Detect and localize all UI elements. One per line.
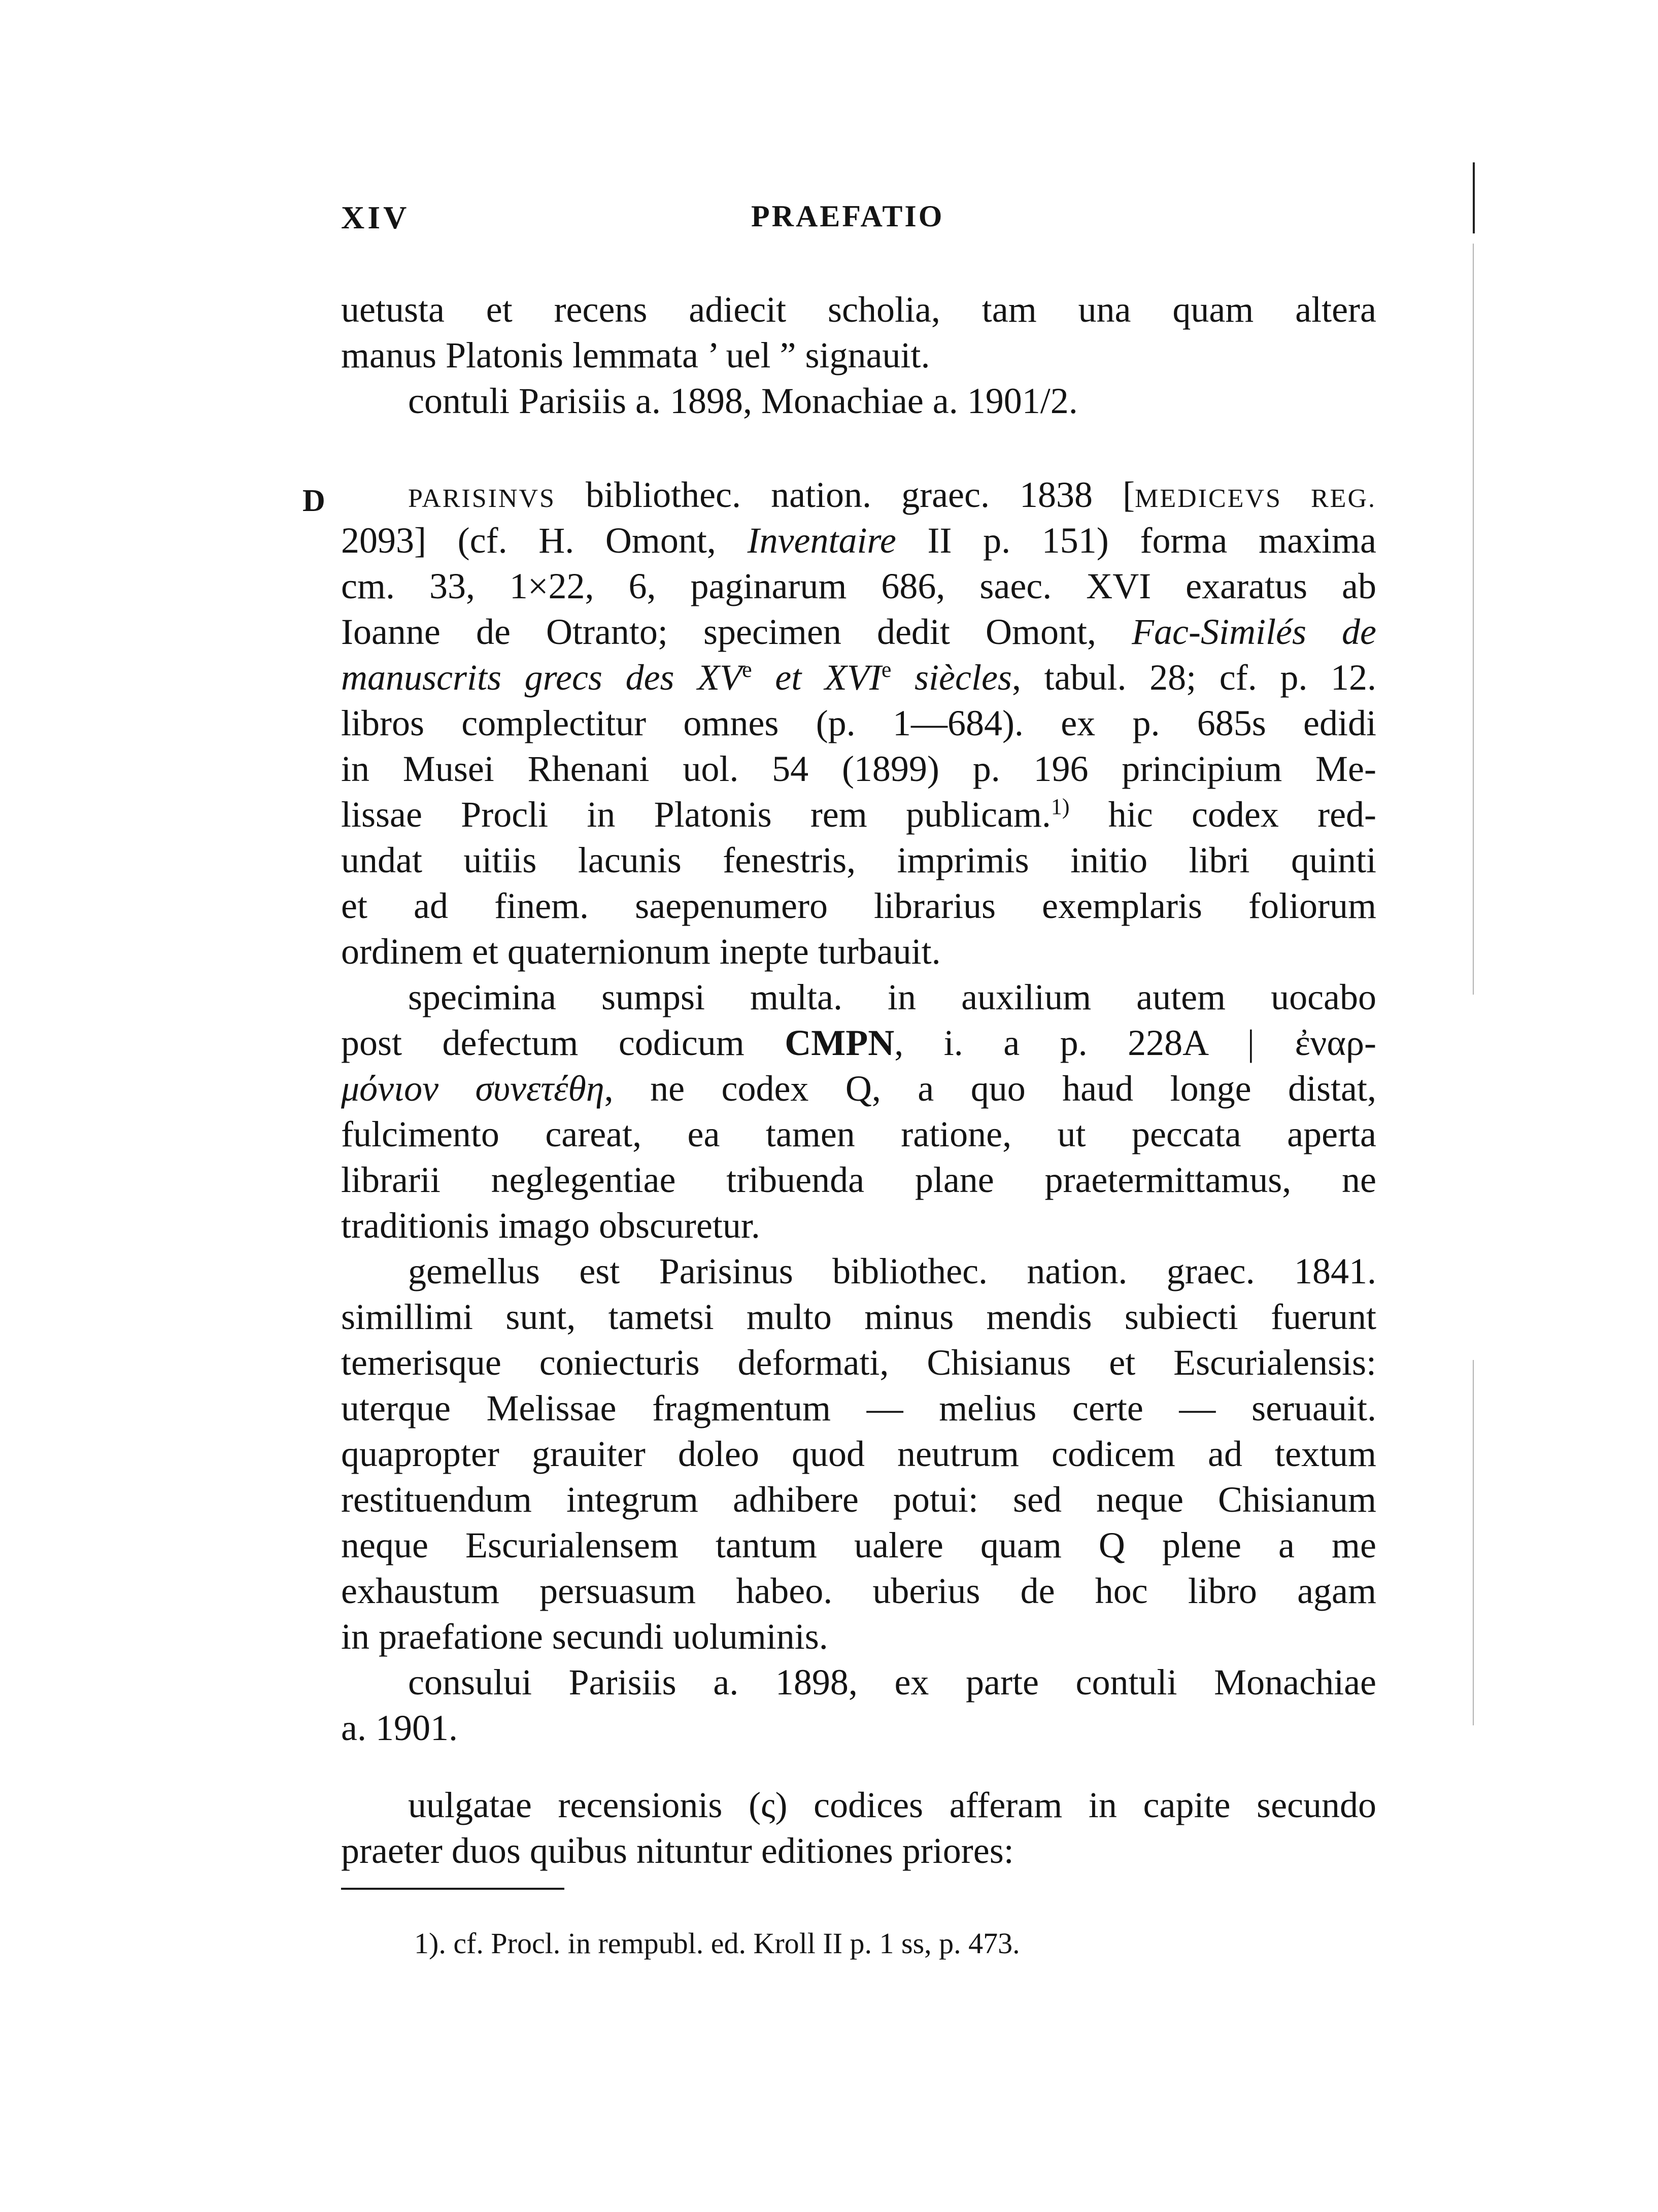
- text-line: [341, 792, 1376, 837]
- text-line: [341, 609, 1376, 655]
- text-line: uetusta et recens adiecit scholia, tam una quam altera: [341, 289, 1376, 330]
- text-line: [341, 518, 1376, 563]
- text-line: librarii neglegentiae tribuenda plane praetermittamus, ne: [341, 1160, 1376, 1200]
- italic-text: manuscrits grecs des XV: [341, 657, 742, 698]
- superscript: e: [881, 657, 892, 682]
- italic-text: Inventaire: [747, 520, 896, 561]
- text-line: ordinem et quaternionum inepte turbauit.: [341, 931, 941, 972]
- text-line: exhaustum persuasum habeo. uberius de hoc libro agam: [341, 1571, 1376, 1611]
- scan-edge-mark: [1473, 162, 1475, 233]
- running-title: PRAEFATIO: [751, 199, 944, 233]
- text-line: [341, 1066, 1376, 1111]
- italic-text: et XVI: [752, 657, 882, 698]
- text-line: praeter duos quibus nituntur editiones priores:: [341, 1830, 1014, 1871]
- text-run: , tabul. 28; cf. p. 12.: [1011, 657, 1377, 698]
- text-run: 2093] (cf. H. Omont,: [341, 520, 748, 561]
- margin-sigil: D: [302, 484, 325, 518]
- text-line: libros complectitur omnes (p. 1—684). ex p. 685s edidi: [341, 703, 1376, 743]
- small-caps-text: MEDICEVS REG.: [1135, 484, 1376, 513]
- text-run: II p. 151) forma maxima: [896, 520, 1376, 561]
- footnote-ref: 1): [1051, 794, 1070, 819]
- text-line: simillimi sunt, tametsi multo minus mendis subiecti fuerunt: [341, 1297, 1376, 1337]
- text-run: hic codex red-: [1069, 794, 1377, 835]
- text-line: specimina sumpsi multa. in auxilium autem uocabo: [408, 977, 1376, 1017]
- text-run: , ne codex Q, a quo haud longe distat,: [604, 1068, 1376, 1109]
- text-line: quapropter grauiter doleo quod neutrum codicem ad textum: [341, 1434, 1376, 1474]
- text-line: neque Escurialensem tantum ualere quam Q plene a me: [341, 1525, 1376, 1566]
- text-run: bibliothec. nation. graec. 1838 [: [555, 474, 1135, 515]
- text-line: [408, 472, 1376, 522]
- text-line: restituendum integrum adhibere potui: sed neque Chisianum: [341, 1479, 1376, 1520]
- scan-edge-mark: [1473, 1360, 1474, 1725]
- text-line: uterque Melissae fragmentum — melius certe — seruauit.: [341, 1388, 1376, 1428]
- text-line: cm. 33, 1×22, 6, paginarum 686, saec. XVI exaratus ab: [341, 566, 1376, 606]
- text-line: contuli Parisiis a. 1898, Monachiae a. 1901/2.: [408, 381, 1078, 421]
- text-line: consului Parisiis a. 1898, ex parte contuli Monachiae: [408, 1662, 1376, 1703]
- text-line: a. 1901.: [341, 1708, 458, 1748]
- text-run: Ioanne de Otranto; specimen dedit Omont,: [341, 611, 1132, 652]
- text-run: , i. a p. 228A | ἐναρ-: [894, 1023, 1376, 1063]
- text-run: lissae Procli in Platonis rem publicam.: [341, 794, 1051, 835]
- text-line: manus Platonis lemmata ’ uel ” signauit.: [341, 335, 930, 376]
- text-line: traditionis imago obscuretur.: [341, 1205, 760, 1246]
- text-line: fulcimento careat, ea tamen ratione, ut peccata aperta: [341, 1114, 1376, 1154]
- small-caps-text: PARISINVS: [408, 484, 556, 513]
- footnote: 1). cf. Procl. in rempubl. ed. Kroll II p. 1 ss, p. 473.: [414, 1927, 1020, 1960]
- text-run: post defectum codicum: [341, 1023, 785, 1063]
- bold-text: CMPN: [785, 1023, 895, 1063]
- italic-text: Fac-Similés de: [1132, 611, 1377, 652]
- text-line: gemellus est Parisinus bibliothec. nation. graec. 1841.: [408, 1251, 1376, 1291]
- scan-edge-mark: [1473, 244, 1474, 995]
- text-line: temerisque coniecturis deformati, Chisianus et Escurialensis:: [341, 1342, 1376, 1383]
- page-number: XIV: [341, 199, 410, 235]
- text-line: in praefatione secundi uoluminis.: [341, 1616, 828, 1657]
- text-line: [341, 655, 1376, 700]
- text-line: in Musei Rhenani uol. 54 (1899) p. 196 principium Me-: [341, 748, 1376, 789]
- superscript: e: [742, 657, 752, 682]
- text-line: et ad finem. saepenumero librarius exemplaris foliorum: [341, 886, 1376, 926]
- text-line: undat uitiis lacunis fenestris, imprimis initio libri quinti: [341, 840, 1376, 880]
- text-line: uulgatae recensionis (ς) codices afferam in capite secundo: [408, 1785, 1376, 1825]
- greek-italic-text: μόνιον συνετέθη: [341, 1068, 604, 1109]
- italic-text: siècles: [891, 657, 1012, 698]
- text-line: [341, 1020, 1376, 1066]
- footnote-rule: [341, 1888, 564, 1890]
